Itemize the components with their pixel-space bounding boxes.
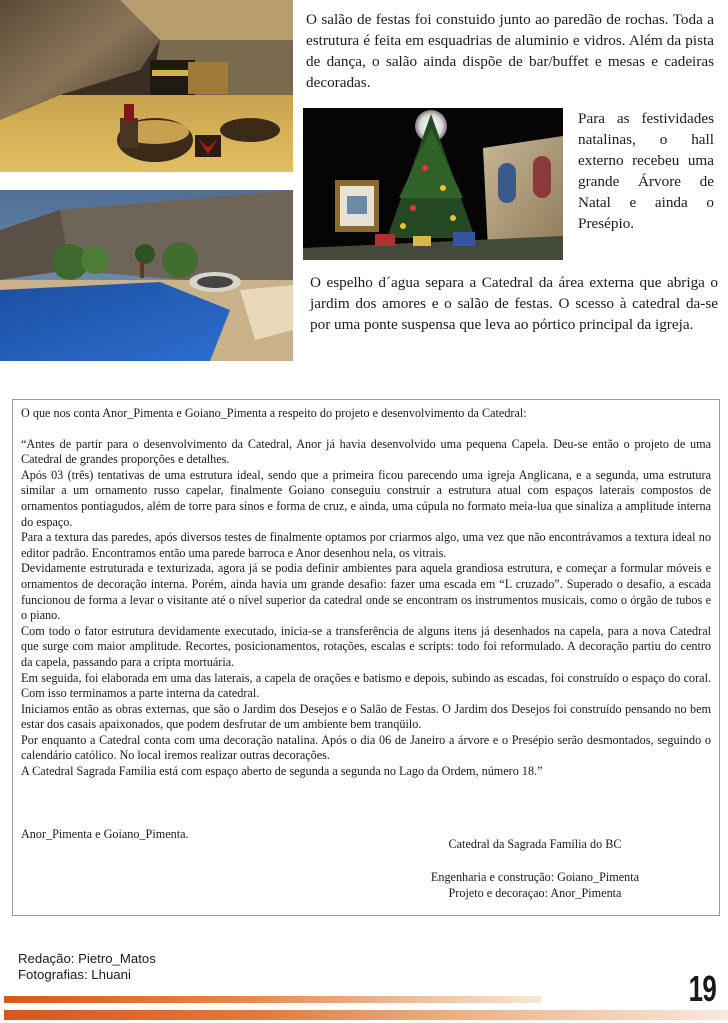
interview-paragraph-6: Em seguida, foi elaborada em uma das laterais, a capela de orações e batismo e depois, subindo as escadas, foi construído o espaço do coral. Com isso terminamos a parte interna da catedral. [21, 670, 711, 701]
interview-box [12, 399, 720, 916]
photo-pool-garden [0, 190, 293, 361]
pool-garden-illustration [0, 190, 293, 361]
intro-christmas-text: Para as festividades natalinas, o hall externo recebeu uma grande Árvore de Natal e ainda o Presépio. [578, 110, 714, 232]
intro-party-hall-text: O salão de festas foi constuido junto ao paredão de rochas. Toda a estrutura é feita em esquadrias de aluminio e vidros. Além da pista de dança, o salão ainda dispõe de bar/buffet e mesas e cadeiras decoradas. [306, 11, 714, 91]
interview-paragraph-5: Com todo o fator estrutura devidamente executado, inicia-se a transferência de alguns itens já desenhados na capela, para a nova Catedral que surge com maior amplitude. Recortes, posicionamentos, rotações, escalas e scripts: todo foi reformulado. A decoração partiu do centro da capela, passando para a cripta mortuária. [21, 623, 711, 669]
party-hall-illustration [0, 0, 293, 172]
christmas-tree-illustration [303, 108, 563, 260]
interview-lead: O que nos conta Anor_Pimenta e Goiano_Pimenta a respeito do projeto e desenvolvimento da Catedral: [21, 406, 527, 420]
interview-paragraph-1: “Antes de partir para o desenvolvimento da Catedral, Anor já havia desenvolvido uma pequena Capela. Deu-se então o projeto de uma Catedral de grandes proporções e detalhes. [21, 436, 711, 467]
signature-names: Anor_Pimenta e Goiano_Pimenta. [21, 827, 189, 841]
spacer [21, 422, 711, 437]
signature-credits [405, 870, 665, 901]
photo-christmas-tree [303, 108, 563, 260]
signature-organization: Catedral da Sagrada Família do BC [448, 837, 622, 851]
credit-engineering: Engenharia e construção: Goiano_Pimenta [430, 870, 640, 884]
interview-paragraph-2: Após 03 (três) tentativas de uma estrutura ideal, sendo que a primeira ficou parecendo uma igreja Anglicana, e a segunda, uma estrutura similar a um ornamento russo capelar, finalmente Goiano conseguiu construir a estrutura atual com espaços laterais compostos de ornamentos pontiagudos, além de torre para sinos e forma de cruz, e ainda, uma cúpula no formato meia-lua que sinaliza a amplitude interna do espaço. [21, 467, 711, 529]
credit-fotografias: Fotografias: Lhuani [18, 967, 131, 982]
interview-paragraph-3: Para a textura das paredes, após diversos testes de finalmente optamos por criarmos algo, uma vez que não encontrávamos a textura ideal no editor padrão. Encontramos então uma parede barroca e Anor desenhou nela, os vitrais. [21, 530, 711, 560]
footer-bar-bottom [4, 1010, 728, 1020]
photo-party-hall [0, 0, 293, 172]
interview-paragraph-7: Iniciamos então as obras externas, que são o Jardim dos Desejos e o Salão de Festas. O Jardim dos Desejos foi construído pensando no bem estar dos casais apaixonados, que podem desfrutar de um ambiente bem tranqüilo. [21, 701, 711, 732]
footer-bar-top [4, 996, 541, 1003]
credit-redacao: Redação: Pietro_Matos [18, 951, 156, 966]
page-number: 19 [688, 968, 716, 1009]
interview-paragraph-9: A Catedral Sagrada Família está com espaço aberto de segunda a segunda no Lago da Ordem, número 18.” [21, 764, 543, 779]
interview-paragraph-4: Devidamente estruturada e texturizada, agora já se podia definir ambientes para aquela grandiosa estrutura, e começar a formular móveis e ornamentos de decoração interna. Porém, ainda havia um grande desafio: fazer uma escada em “L cruzado”. Superado o desafio, a escada funcionou de forma a levar o visitante até o nível superior da catedral onde se encontram os instrumentos musicais, como o órgão de tubos e o piano. [21, 561, 711, 623]
credit-design: Projeto e decoraçao: Anor_Pimenta [448, 885, 622, 900]
intro-pool-text: O espelho d´agua separa a Catedral da área externa que abriga o jardim dos amores e o salão de festas. O scesso à catedral da-se por uma ponte suspensa que leva ao pórtico principal da igreja. [310, 274, 718, 333]
interview-paragraph-8: Por enquanto a Catedral conta com uma decoração natalina. Após o dia 06 de Janeiro a árvore e o Presépio serão desmontados, seguindo o calendário católico. No local iremos realizar outras decorações. [21, 732, 711, 763]
